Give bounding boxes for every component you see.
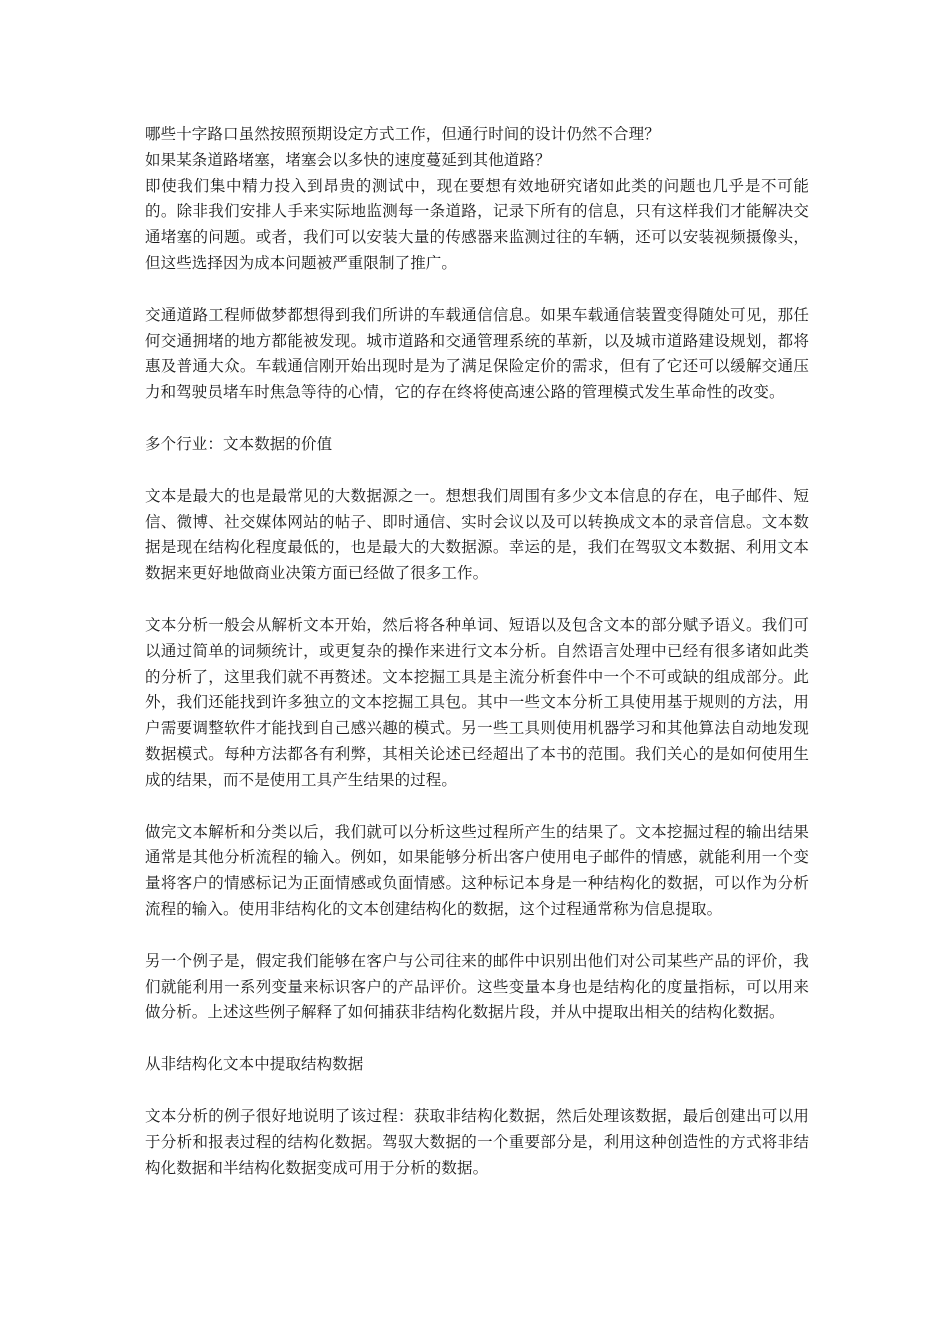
document-body [145, 122, 809, 1207]
paragraph-structured-conversion: 文本分析的例子很好地说明了该过程：获取非结构化数据，然后处理该数据，最后创建出可以用于分析和报表过程的结构化数据。驾驭大数据的一个重要部分是，利用这种创造性的方式将非结构化数据和半结构化数据变成可用于分析的数据。 [145, 1106, 809, 1177]
section-heading-text-data: 多个行业：文本数据的价值 [145, 434, 333, 453]
question-line-2: 如果某条道路堵塞，堵塞会以多快的速度蔓延到其他道路？ [145, 150, 551, 169]
section-heading-extract-structure: 从非结构化文本中提取结构数据 [145, 1055, 364, 1074]
paragraph-text-mining-output: 做完文本解析和分类以后，我们就可以分析这些过程所产生的结果了。文本挖掘过程的输出结果通常是其他分析流程的输入。例如，如果能够分析出客户使用电子邮件的情感，就能利用一个变量将客户的情感标记为正面情感或负面情感。这种标记本身是一种结构化的数据，可以作为分析流程的输入。使用非结构化的文本创建结构化的数据，这个过程通常称为信息提取。 [145, 822, 809, 918]
paragraph-testing-cost: 即使我们集中精力投入到昂贵的测试中，现在要想有效地研究诸如此类的问题也几乎是不可能的。除非我们安排人手来实际地监测每一条道路，记录下所有的信息，只有这样我们才能解决交通堵塞的问题。或者，我们可以安装大量的传感器来监测过往的车辆，还可以安装视频摄像头，但这些选择因为成本问题被严重限制了推广。 [145, 176, 809, 272]
paragraph-telematics: 交通道路工程师做梦都想得到我们所讲的车载通信信息。如果车载通信装置变得随处可见，那任何交通拥堵的地方都能被发现。城市道路和交通管理系统的革新，以及城市道路建设规划，都将惠及普通大众。车载通信刚开始出现时是为了满足保险定价的需求，但有了它还可以缓解交通压力和驾驶员堵车时焦急等待的心情，它的存在终将使高速公路的管理模式发生革命性的改变。 [145, 305, 809, 402]
paragraph-text-source: 文本是最大的也是最常见的大数据源之一。想想我们周围有多少文本信息的存在，电子邮件、短信、微博、社交媒体网站的帖子、即时通信、实时会议以及可以转换成文本的录音信息。文本数据是现在结构化程度最低的，也是最大的大数据源。幸运的是，我们在驾驭文本数据、利用文本数据来更好地做商业决策方面已经做了很多工作。 [145, 486, 809, 583]
question-line-1: 哪些十字路口虽然按照预期设定方式工作，但通行时间的设计仍然不合理？ [145, 125, 660, 143]
paragraph-text-analysis: 文本分析一般会从解析文本开始，然后将各种单词、短语以及包含文本的部分赋予语义。我们可以通过简单的词频统计，或更复杂的操作来进行文本分析。自然语言处理中已经有很多诸如此类的分析了，这里我们就不再赘述。文本挖掘工具是主流分析套件中一个不可或缺的组成部分。此外，我们还能找到许多独立的文本挖掘工具包。其中一些文本分析工具使用基于规则的方法，用户需要调整软件才能找到自己感兴趣的模式。另一些工具则使用机器学习和其他算法自动地发现数据模式。每种方法都各有利弊，其相关论述已经超出了本书的范围。我们关心的是如何使用生成的结果，而不是使用工具产生结果的过程。 [145, 615, 809, 789]
paragraph-product-review: 另一个例子是，假定我们能够在客户与公司往来的邮件中识别出他们对公司某些产品的评价，我们就能利用一系列变量来标识客户的产品评价。这些变量本身也是结构化的度量指标，可以用来做分析。上述这些例子解释了如何捕获非结构化数据片段，并从中提取出相关的结构化数据。 [145, 951, 809, 1022]
